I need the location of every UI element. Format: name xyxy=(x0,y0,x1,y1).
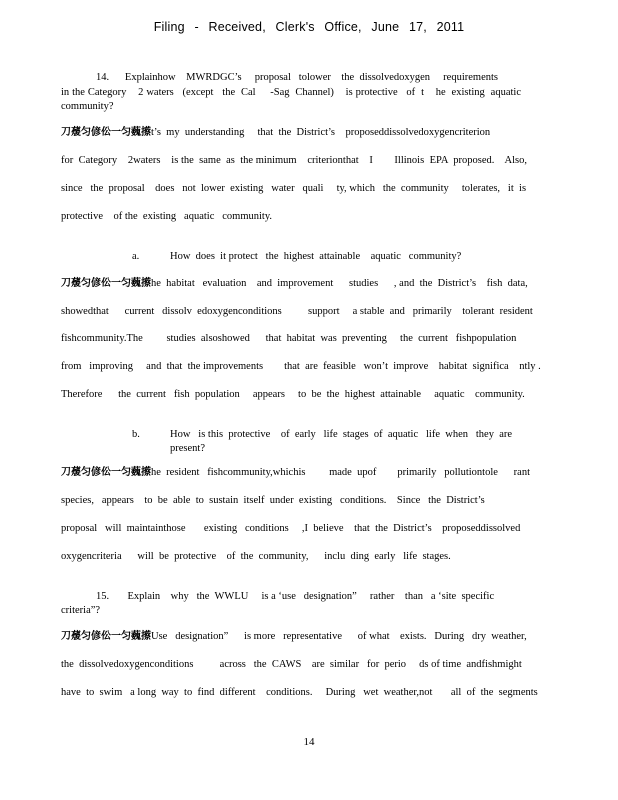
ab-line-4: oxygencriteria will be protective of the community, inclu ding early life stages. xyxy=(61,551,451,562)
garbled-text: 刀蕿匀偐伀一匀蘶攃 xyxy=(61,127,151,138)
a15-line-2: the dissolvedoxygenconditions across the CAWS are similar for perio ds of time andfishmight xyxy=(61,659,522,670)
qa-label: a. xyxy=(132,251,140,262)
a14-line-3: since the proposal does not lower existing water quali ty, which the community tolerates, it is xyxy=(61,183,527,194)
qb-label: b. xyxy=(132,429,140,440)
a14-line-1-text: t’s my understanding that the District’s proposeddissolvedoxygencriterion xyxy=(151,127,491,138)
ab-line-1 xyxy=(61,467,529,479)
aa-line-5: Therefore the current fish population appears to be the highest attainable aquatic community. xyxy=(61,389,525,400)
aa-line-3: fishcommunity.The studies alsoshowed that habitat was preventing the current fishpopulation xyxy=(61,333,517,344)
a15-line-1-text: Use designation” is more representative of what exists. During dry weather, xyxy=(151,631,527,642)
a14-line-1 xyxy=(61,127,491,139)
q14-line-1: 14. Explainhow MWRDGC’s proposal tolower the dissolvedoxygen requirements xyxy=(96,72,498,83)
a14-line-2: for Category 2waters is the same as the minimum criterionthat I Illinois EPA proposed. Also, xyxy=(61,155,527,166)
aa-line-1 xyxy=(61,278,528,290)
q14-line-2: in the Category 2 waters (except the Cal -Sag Channel) is protective of t he existing aquatic xyxy=(61,87,521,98)
a15-line-1 xyxy=(61,631,527,643)
ab-line-1-text: he resident fishcommunity,whichis made upof primarily pollutiontole rant xyxy=(151,467,531,478)
qb-line-1: How is this protective of early life stages of aquatic life when they are xyxy=(170,429,513,440)
q15-line-1: 15. Explain why the WWLU is a ‘use designation” rather than a ‘site specific xyxy=(96,591,495,602)
q14-line-3: community? xyxy=(61,101,114,112)
filing-header: Filing - Received, Clerk's Office, June 17, 2011 xyxy=(153,20,465,34)
aa-line-2: showedthat current dissolv edoxygenconditions support a stable and primarily tolerant resident xyxy=(61,306,533,317)
q15-line-2: criteria”? xyxy=(61,605,101,616)
page-number: 14 xyxy=(303,736,315,748)
qb-line-2: present? xyxy=(170,443,205,454)
ab-line-2: species, appears to be able to sustain itself under existing conditions. Since the District’s xyxy=(61,495,485,506)
garbled-text: 刀蕿匀偐伀一匀蘶攃 xyxy=(61,467,151,478)
a15-line-3: have to swim a long way to find different conditions. During wet weather,not all of the segments xyxy=(61,687,538,698)
garbled-text: 刀蕿匀偐伀一匀蘶攃 xyxy=(61,631,151,642)
ab-line-3: proposal will maintainthose existing conditions ,I believe that the District’s proposeddissolved xyxy=(61,523,521,534)
aa-line-1-text: he habitat evaluation and improvement studies , and the District’s fish data, xyxy=(151,278,528,289)
garbled-text: 刀蕿匀偐伀一匀蘶攃 xyxy=(61,278,151,289)
aa-line-4: from improving and that the improvements that are feasible won’t improve habitat significa ntly . xyxy=(61,361,541,372)
qa-text: How does it protect the highest attainable aquatic community? xyxy=(170,251,462,262)
a14-line-4: protective of the existing aquatic community. xyxy=(61,211,273,222)
